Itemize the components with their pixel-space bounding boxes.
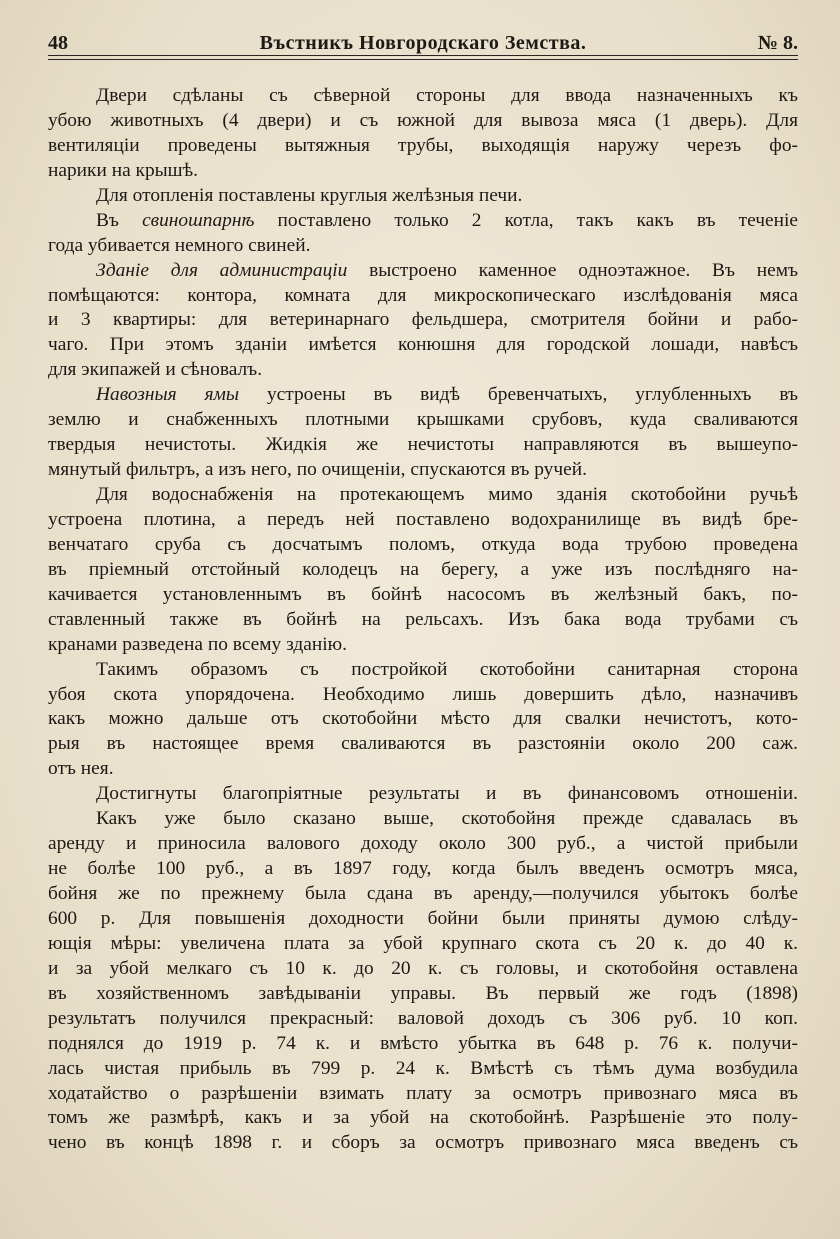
- line-text: какъ можно дальше отъ скотобойни мѣсто для свалки нечистотъ, кото-: [48, 708, 798, 730]
- text-line: [48, 608, 798, 633]
- text-line: [48, 1007, 798, 1032]
- text-line: [48, 583, 798, 608]
- line-text: качивается установленнымъ въ бойнѣ насосомъ въ желѣзный бакъ, по-: [48, 583, 798, 605]
- line-text: выстроено каменное одноэтажное. Въ немъ: [347, 259, 798, 281]
- text-line: [48, 508, 798, 533]
- line-text: устроены въ видѣ бревенчатыхъ, углубленныхъ въ: [239, 384, 798, 406]
- text-line: [48, 558, 798, 583]
- line-text: венчатаго сруба съ досчатымъ поломъ, откуда вода трубою проведена: [48, 533, 798, 555]
- text-line: [48, 184, 798, 209]
- text-line: [48, 782, 798, 807]
- line-text: нарики на крышѣ.: [48, 159, 198, 181]
- line-text: чаго. При этомъ зданіи имѣется конюшня для городской лошади, навѣсъ: [48, 334, 798, 356]
- text-line: [48, 982, 798, 1007]
- italic-heading: свиношпарнѣ: [142, 209, 255, 231]
- line-text: ставленный также въ бойнѣ на рельсахъ. Изъ бака вода трубами съ: [48, 608, 798, 630]
- line-text: и 3 квартиры: для ветеринарнаго фельдшера, смотрителя бойни и рабо-: [48, 309, 798, 331]
- line-text: и за убой мелкаго съ 10 к. до 20 к. съ головы, и скотобойня оставлена: [48, 957, 798, 979]
- line-text: томъ же размѣрѣ, какъ и за убой на скотобойнѣ. Разрѣшеніе это полу-: [48, 1107, 798, 1129]
- text-line: [48, 134, 798, 159]
- page-header: [48, 28, 798, 60]
- italic-heading: Зданіе для администраціи: [96, 259, 348, 281]
- body-text: [48, 84, 798, 1156]
- text-line: [48, 658, 798, 683]
- page-number: 48: [48, 32, 68, 54]
- text-line: [48, 732, 798, 757]
- line-text: Двери сдѣланы съ сѣверной стороны для ввода назначенныхъ къ: [96, 85, 798, 106]
- text-line: [48, 259, 798, 284]
- line-text: поднялся до 1919 р. 74 к. и вмѣсто убытка въ 648 р. 76 к. получи-: [48, 1032, 798, 1054]
- line-text: отъ нея.: [48, 758, 114, 780]
- text-line: [48, 1082, 798, 1107]
- text-line: [48, 458, 798, 483]
- text-line: [48, 333, 798, 358]
- text-line: [48, 209, 798, 234]
- text-line: [48, 907, 798, 932]
- text-line: [48, 284, 798, 309]
- text-line: [48, 1057, 798, 1082]
- italic-heading: Навозныя ямы: [96, 384, 240, 406]
- text-line: [48, 857, 798, 882]
- text-line: [48, 832, 798, 857]
- line-text: чено въ концѣ 1898 г. и сборъ за осмотръ привознаго мяса введенъ съ: [48, 1132, 798, 1154]
- line-text: поставлено только 2 котла, такъ какъ въ теченіе: [254, 209, 798, 231]
- line-text: въ пріемный отстойный колодецъ на берегу, а уже изъ послѣдняго на-: [48, 558, 798, 580]
- line-text: Достигнуты благопріятные результаты и въ финансовомъ отношеніи.: [96, 783, 798, 805]
- text-line: [48, 408, 798, 433]
- line-text: Для водоснабженія на протекающемъ мимо зданія скотобойни ручьѣ: [96, 484, 798, 505]
- text-line: [48, 383, 798, 408]
- line-text: аренду и приносила валового доходу около 300 руб., а чистой прибыли: [48, 833, 798, 855]
- text-line: [48, 957, 798, 982]
- journal-title: Въстникъ Новгородскаго Земства.: [259, 32, 587, 54]
- line-text: убоя скота упорядочена. Необходимо лишь довершить дѣло, назначивъ: [48, 683, 798, 705]
- line-text: результатъ получился прекрасный: валовой доходъ съ 306 руб. 10 коп.: [48, 1007, 798, 1029]
- text-line: [48, 234, 798, 259]
- text-line: [48, 1106, 798, 1131]
- text-line: [48, 483, 798, 508]
- line-text: бойня же по прежнему была сдана въ аренду,—получился убытокъ болѣе: [48, 883, 798, 904]
- line-text: года убивается немного свиней.: [48, 234, 311, 256]
- line-text: лась чистая прибыль въ 799 р. 24 к. Вмѣстѣ съ тѣмъ дума возбудила: [48, 1057, 798, 1079]
- line-text: ющія мѣры: увеличена плата за убой крупнаго скота съ 20 к. до 40 к.: [48, 932, 798, 954]
- text-line: [48, 533, 798, 558]
- line-text: Для отопленія поставлены круглыя желѣзныя печи.: [96, 184, 523, 206]
- line-text: землю и снабженныхъ плотными крышками срубовъ, куда сваливаются: [48, 409, 798, 431]
- issue-number: № 8.: [757, 32, 798, 54]
- text-line: [48, 683, 798, 708]
- text-line: [48, 707, 798, 732]
- text-line: [48, 308, 798, 333]
- line-text: не болѣе 100 руб., а въ 1897 году, когда былъ введенъ осмотръ мяса,: [48, 858, 798, 880]
- line-text: твердыя нечистоты. Жидкія же нечистоты направляются въ вышеупо-: [48, 434, 798, 456]
- text-line: [48, 1032, 798, 1057]
- line-text: рыя въ настоящее время сваливаются въ разстояніи около 200 саж.: [48, 733, 798, 755]
- text-line: [48, 757, 798, 782]
- line-text: устроена плотина, а передъ ней поставлено водохранилище въ видѣ бре-: [48, 508, 798, 530]
- line-text: въ хозяйственномъ завѣдываніи управы. Въ первый же годъ (1898): [48, 982, 798, 1004]
- text-line: [48, 633, 798, 658]
- text-line: [48, 358, 798, 383]
- text-line: [48, 1131, 798, 1156]
- line-text: помѣщаются: контора, комната для микроскопическаго изслѣдованія мяса: [48, 284, 798, 306]
- text-line: [48, 932, 798, 957]
- line-text: Какъ уже было сказано выше, скотобойня прежде сдавалась въ: [96, 808, 798, 830]
- line-text: кранами разведена по всему зданію.: [48, 633, 347, 655]
- line-text: убою животныхъ (4 двери) и съ южной для вывоза мяса (1 дверь). Для: [48, 109, 798, 131]
- text-line: [48, 433, 798, 458]
- line-text: ходатайство о разрѣшеніи взимать плату за осмотръ привознаго мяса въ: [48, 1082, 798, 1104]
- line-text: для экипажей и сѣновалъ.: [48, 359, 263, 381]
- line-prefix: Въ: [96, 209, 143, 231]
- line-text: Такимъ образомъ съ постройкой скотобойни санитарная сторона: [96, 658, 798, 680]
- header-rule: [48, 55, 798, 60]
- text-line: [48, 159, 798, 184]
- line-text: вентиляціи проведены вытяжныя трубы, выходящія наружу черезъ фо-: [48, 134, 798, 156]
- line-text: 600 р. Для повышенія доходности бойни были приняты думою слѣду-: [48, 907, 798, 929]
- text-line: [48, 882, 798, 907]
- text-line: [48, 807, 798, 832]
- text-line: [48, 84, 798, 109]
- text-line: [48, 109, 798, 134]
- line-text: мянутый фильтръ, а изъ него, по очищеніи, спускаются въ ручей.: [48, 459, 587, 481]
